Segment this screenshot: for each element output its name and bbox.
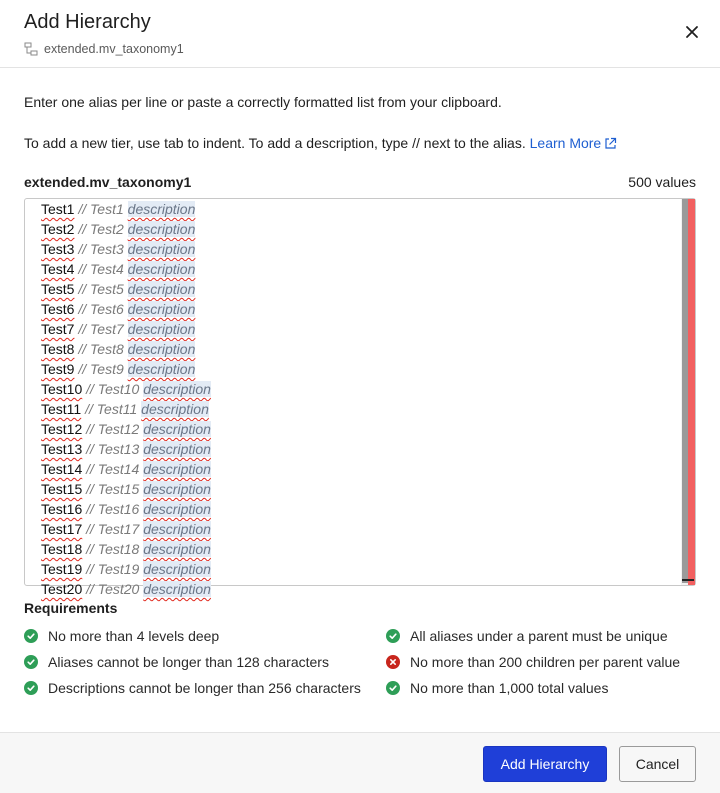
alias-text: Test1 (41, 201, 75, 217)
description-text: description (127, 281, 196, 297)
alias-text: Test12 (41, 421, 83, 437)
learn-more-label[interactable]: Learn More (529, 135, 602, 151)
editor-line[interactable] (41, 399, 211, 419)
editor-line[interactable] (41, 339, 211, 359)
requirement-text: No more than 4 levels deep (48, 628, 220, 644)
alias-text: Test2 (41, 221, 75, 237)
check-circle-icon (24, 681, 38, 695)
requirement-text: Descriptions cannot be longer than 256 characters (48, 680, 361, 696)
editor-line[interactable] (41, 499, 211, 519)
learn-more-link[interactable] (530, 135, 618, 151)
alias-text: Test11 (41, 401, 82, 417)
description-text: description (143, 521, 211, 537)
comment-text: // Test14 (86, 461, 140, 477)
comment-text: // Test9 (78, 361, 124, 377)
hierarchy-icon (24, 42, 38, 56)
alias-text: Test20 (41, 581, 83, 597)
editor-line[interactable] (41, 259, 211, 279)
close-icon[interactable] (684, 24, 700, 40)
comment-text: // Test15 (86, 481, 140, 497)
editor-line[interactable] (41, 219, 211, 239)
description-text: description (143, 381, 211, 397)
error-indicator-bar (688, 199, 695, 585)
requirement-text: No more than 1,000 total values (410, 680, 609, 696)
comment-text: // Test20 (86, 581, 140, 597)
description-text: description (127, 241, 196, 257)
description-text: description (127, 341, 196, 357)
description-text: description (143, 481, 211, 497)
alias-text: Test3 (41, 241, 75, 257)
requirement-item (386, 628, 668, 644)
editor-line[interactable] (41, 539, 211, 559)
alias-text: Test6 (41, 301, 75, 317)
comment-text: // Test7 (78, 321, 124, 337)
editor-line[interactable] (41, 479, 211, 499)
check-circle-icon (24, 629, 38, 643)
dialog-subtitle (24, 42, 184, 56)
comment-text: // Test12 (86, 421, 140, 437)
requirement-text: All aliases under a parent must be unique (410, 628, 668, 644)
requirements-title: Requirements (24, 600, 118, 616)
error-circle-icon (386, 655, 400, 669)
requirement-item (24, 654, 329, 670)
description-text: description (143, 421, 211, 437)
comment-text: // Test3 (78, 241, 124, 257)
comment-text: // Test6 (78, 301, 124, 317)
instruction-text-2 (24, 135, 617, 151)
instruction-text-1: Enter one alias per line or paste a correctly formatted list from your clipboard. (24, 94, 502, 110)
comment-text: // Test8 (78, 341, 124, 357)
comment-text: // Test4 (78, 261, 124, 277)
editor-line[interactable] (41, 419, 211, 439)
dialog-title: Add Hierarchy (24, 11, 151, 33)
check-circle-icon (386, 629, 400, 643)
description-text: description (143, 581, 211, 597)
comment-text: // Test17 (86, 521, 140, 537)
external-link-icon[interactable] (604, 137, 617, 150)
add-hierarchy-button[interactable]: Add Hierarchy (483, 746, 607, 782)
alias-text: Test16 (41, 501, 83, 517)
dialog-footer (0, 732, 720, 793)
requirement-item (24, 628, 219, 644)
comment-text: // Test5 (78, 281, 124, 297)
description-text: description (127, 301, 196, 317)
comment-text: // Test13 (86, 441, 140, 457)
description-text: description (127, 321, 196, 337)
check-circle-icon (386, 681, 400, 695)
alias-text: Test9 (41, 361, 75, 377)
editor-line[interactable] (41, 359, 211, 379)
requirement-item (386, 680, 608, 696)
description-text: description (143, 561, 211, 577)
comment-text: // Test18 (86, 541, 140, 557)
requirement-text: No more than 200 children per parent value (410, 654, 681, 670)
description-text: description (143, 461, 211, 477)
editor-line[interactable] (41, 279, 211, 299)
alias-textarea[interactable] (24, 198, 696, 597)
value-count: 500 values (628, 174, 696, 190)
alias-text: Test7 (41, 321, 75, 337)
cancel-button[interactable]: Cancel (619, 746, 696, 782)
alias-text: Test13 (41, 441, 83, 457)
editor-line[interactable] (41, 379, 211, 399)
description-text: description (141, 401, 209, 417)
editor-line[interactable] (41, 439, 211, 459)
description-text: description (127, 261, 196, 277)
field-label: extended.mv_taxonomy1 (24, 174, 192, 190)
subtitle-text: extended.mv_taxonomy1 (44, 42, 184, 56)
check-circle-icon (24, 655, 38, 669)
alias-text: Test4 (41, 261, 75, 277)
alias-text: Test10 (41, 381, 83, 397)
editor-lines[interactable] (41, 199, 211, 599)
alias-text: Test17 (41, 521, 83, 537)
description-text: description (143, 541, 211, 557)
alias-text: Test15 (41, 481, 83, 497)
alias-text: Test14 (41, 461, 83, 477)
description-text: description (127, 201, 196, 217)
editor-line[interactable] (41, 239, 211, 259)
dialog-header (0, 0, 720, 68)
instruction-text-2-body: To add a new tier, use tab to indent. To add a description, type // next to the alias. (24, 135, 526, 151)
editor-line[interactable] (41, 299, 211, 319)
comment-text: // Test11 (85, 401, 138, 417)
description-text: description (143, 441, 211, 457)
editor-line[interactable] (41, 579, 211, 599)
comment-text: // Test19 (86, 561, 140, 577)
editor-line[interactable] (41, 459, 211, 479)
alias-text: Test18 (41, 541, 83, 557)
alias-text: Test19 (41, 561, 83, 577)
description-text: description (127, 221, 196, 237)
editor-line[interactable] (41, 199, 211, 219)
requirement-item (24, 680, 361, 696)
comment-text: // Test16 (86, 501, 140, 517)
editor-line[interactable] (41, 319, 211, 339)
alias-text: Test8 (41, 341, 75, 357)
description-text: description (143, 501, 211, 517)
resize-handle[interactable] (682, 579, 694, 581)
editor-line[interactable] (41, 519, 211, 539)
requirement-item (386, 654, 680, 670)
comment-text: // Test1 (78, 201, 124, 217)
editor-line[interactable] (41, 559, 211, 579)
comment-text: // Test10 (86, 381, 140, 397)
requirement-text: Aliases cannot be longer than 128 characters (48, 654, 329, 670)
description-text: description (127, 361, 196, 377)
alias-text: Test5 (41, 281, 75, 297)
comment-text: // Test2 (78, 221, 124, 237)
